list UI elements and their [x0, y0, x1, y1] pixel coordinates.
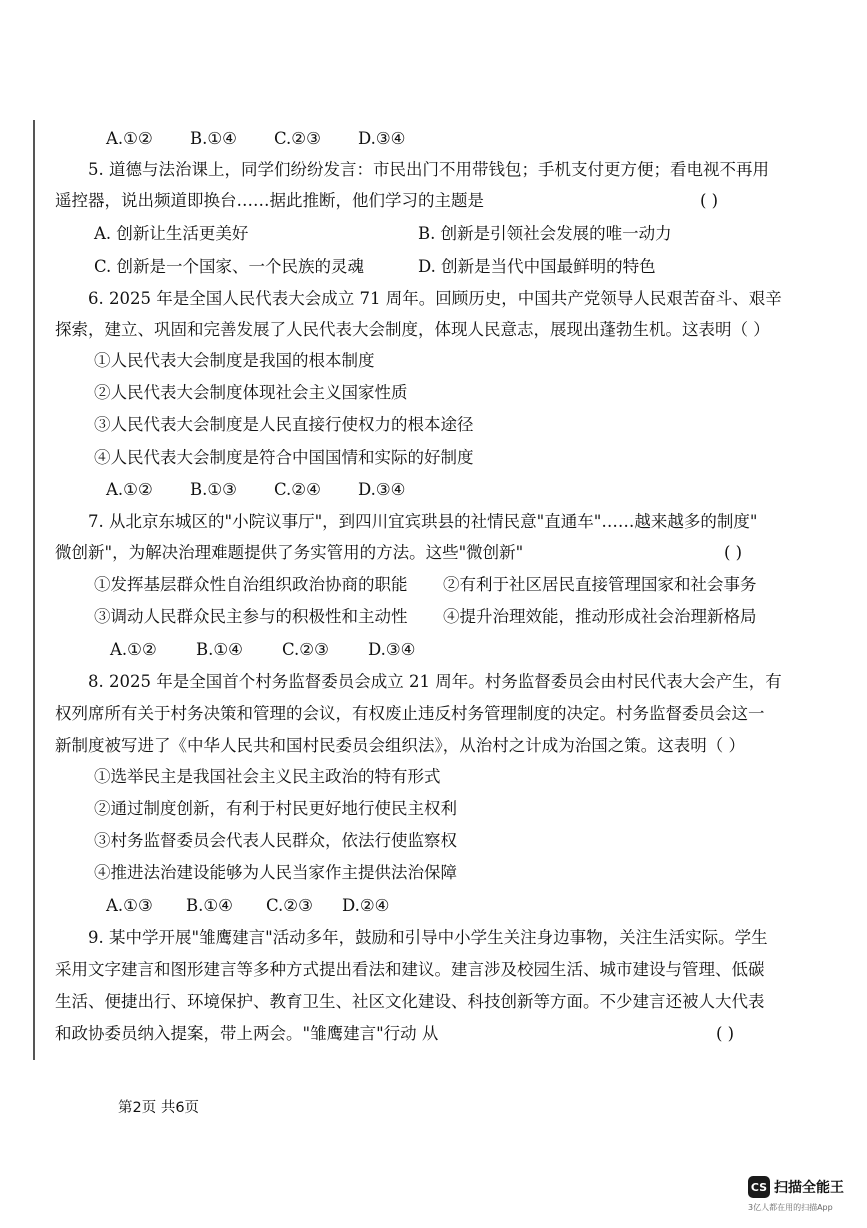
q7-item-1: ①发挥基层群众性自治组织政治协商的职能	[94, 575, 408, 594]
q8-item-2: ②通过制度创新，有利于村民更好地行使民主权利	[94, 799, 457, 818]
q7-stem-line1: 7. 从北京东城区的"小院议事厅"，到四川宜宾珙县的社情民意"直通车"……越来越多的制度"	[88, 512, 758, 531]
q7-option-c: C.②③	[282, 640, 329, 659]
q7-stem-line2: 微创新"，为解决治理难题提供了务实管用的方法。这些"微创新"	[55, 543, 524, 562]
q8-options	[106, 895, 389, 917]
q6-option-b: B.①③	[190, 480, 237, 499]
q8-item-3: ③村务监督委员会代表人民群众，依法行使监察权	[94, 831, 457, 850]
q6-option-a: A.①②	[106, 480, 153, 499]
q6-stem-line2: 探索，建立、巩固和完善发展了人民代表大会制度，体现人民意志，展现出蓬勃生机。这表明（ ）	[55, 320, 770, 339]
q7-answer-blank: ( )	[724, 543, 743, 562]
brand-name: 扫描全能王	[774, 1180, 844, 1196]
q7-item-2: ②有利于社区居民直接管理国家和社会事务	[443, 575, 757, 594]
q6-options	[106, 479, 405, 501]
q6-item-4: ④人民代表大会制度是符合中国国情和实际的好制度	[94, 448, 474, 467]
q8-item-4: ④推进法治建设能够为人民当家作主提供法治保障	[94, 863, 457, 882]
q9-stem-line2: 采用文字建言和图形建言等多种方式提出看法和建议。建言涉及校园生活、城市建设与管理、低碳	[55, 960, 765, 979]
margin-line	[33, 120, 35, 1060]
q8-option-b: B.①④	[186, 896, 233, 915]
q7-options	[110, 639, 415, 661]
q5-option-c: C. 创新是一个国家、一个民族的灵魂	[94, 257, 365, 276]
q8-option-c: C.②③	[266, 896, 313, 915]
q5-option-b: B. 创新是引领社会发展的唯一动力	[418, 224, 672, 243]
q4-option-a: A.①②	[106, 129, 153, 148]
q6-option-c: C.②④	[274, 480, 321, 499]
q8-stem-line3: 新制度被写进了《中华人民共和国村民委员会组织法》，从治村之计成为治国之策。这表明（ ）	[55, 736, 745, 755]
q5-option-a: A. 创新让生活更美好	[94, 224, 249, 243]
q5-answer-blank: ( )	[700, 191, 719, 210]
q7-option-b: B.①④	[196, 640, 243, 659]
q7-item-4: ④提升治理效能，推动形成社会治理新格局	[443, 607, 757, 626]
q8-option-a: A.①③	[106, 896, 153, 915]
q5-stem-line1: 5. 道德与法治课上，同学们纷纷发言：市民出门不用带钱包；手机支付更方便；看电视不再用	[88, 160, 769, 179]
q8-stem-line2: 权列席所有关于村务决策和管理的会议，有权废止违反村务管理制度的决定。村务监督委员会这一	[55, 704, 765, 723]
q8-option-d: D.②④	[342, 896, 390, 915]
q9-stem-line3: 生活、便捷出行、环境保护、教育卫生、社区文化建设、科技创新等方面。不少建言还被人大代表	[55, 992, 765, 1011]
page-footer: 第2页 共6页	[118, 1100, 200, 1116]
q4-option-d: D.③④	[358, 129, 406, 148]
q5-stem-line2: 遥控器，说出频道即换台……据此推断，他们学习的主题是	[55, 191, 484, 210]
q4-option-b: B.①④	[190, 129, 237, 148]
q5-option-d: D. 创新是当代中国最鲜明的特色	[418, 257, 656, 276]
q7-option-d: D.③④	[368, 640, 416, 659]
q8-stem-line1: 8. 2025 年是全国首个村务监督委员会成立 21 周年。村务监督委员会由村民代表大会产生，有	[88, 672, 782, 691]
q6-item-3: ③人民代表大会制度是人民直接行使权力的根本途径	[94, 415, 474, 434]
q8-item-1: ①选举民主是我国社会主义民主政治的特有形式	[94, 767, 441, 786]
q6-option-d: D.③④	[358, 480, 406, 499]
q9-stem-line4: 和政协委员纳入提案，带上两会。"雏鹰建言"行动 从	[55, 1024, 439, 1043]
q6-item-1: ①人民代表大会制度是我国的根本制度	[94, 351, 375, 370]
q4-option-c: C.②③	[274, 129, 321, 148]
q6-stem-line1: 6. 2025 年是全国人民代表大会成立 71 周年。回顾历史，中国共产党领导人民艰苦奋斗、艰辛	[88, 289, 782, 308]
q4-options	[106, 128, 405, 150]
scanner-brand	[748, 1176, 844, 1198]
brand-tagline: 3亿人都在用的扫描App	[748, 1203, 833, 1212]
q7-item-3: ③调动人民群众民主参与的积极性和主动性	[94, 607, 408, 626]
q6-item-2: ②人民代表大会制度体现社会主义国家性质	[94, 383, 408, 402]
q9-stem-line1: 9. 某中学开展"雏鹰建言"活动多年，鼓励和引导中小学生关注身边事物，关注生活实际。学生	[88, 928, 768, 947]
camscanner-logo-icon: CS	[748, 1176, 770, 1198]
q7-option-a: A.①②	[110, 640, 157, 659]
q9-answer-blank: ( )	[716, 1024, 735, 1043]
